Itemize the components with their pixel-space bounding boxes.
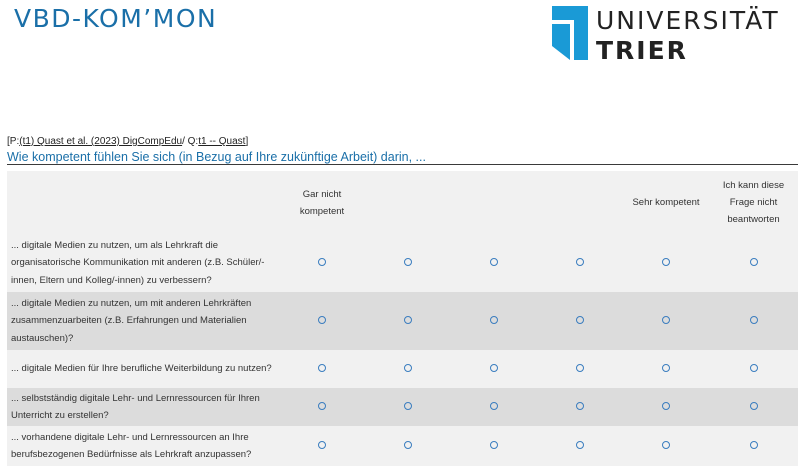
header-col-2 xyxy=(365,171,451,234)
table-row xyxy=(7,234,798,292)
header-col-3 xyxy=(451,171,537,234)
radio-button[interactable] xyxy=(318,441,326,449)
likert-matrix xyxy=(7,171,798,466)
radio-button[interactable] xyxy=(404,402,412,410)
radio-button[interactable] xyxy=(576,441,584,449)
header-empty xyxy=(7,171,279,234)
source-p-link[interactable]: (t1) Quast et al. (2023) DigCompEdu xyxy=(19,136,183,147)
source-prefix: [P: xyxy=(7,136,20,147)
logo-text-universitaet: UNIVERSITÄT xyxy=(596,6,780,35)
table-row xyxy=(7,292,798,350)
table-row xyxy=(7,426,798,466)
radio-button[interactable] xyxy=(576,402,584,410)
radio-button[interactable] xyxy=(490,316,498,324)
source-suffix: ] xyxy=(245,136,249,147)
header-col-5: Sehr kompetent xyxy=(632,197,700,208)
radio-button[interactable] xyxy=(662,316,670,324)
radio-button[interactable] xyxy=(490,402,498,410)
question-title: Wie kompetent fühlen Sie sich (in Bezug auf Ihre zukünftige Arbeit) darin, ... xyxy=(7,150,426,164)
radio-button[interactable] xyxy=(662,441,670,449)
source-middle: / Q: xyxy=(182,136,199,147)
row-label: ... digitale Medien zu nutzen, um als Lehrkraft die organisatorische Kommunikation mit anderen (z.B. Schüler/-innen, Eltern und Kolleg/-innen) zu verbessern? xyxy=(11,239,265,286)
radio-button[interactable] xyxy=(404,316,412,324)
radio-button[interactable] xyxy=(490,364,498,372)
row-label: ... digitale Medien zu nutzen, um mit anderen Lehrkräften zusammenzuarbeiten (z.B. Erfahrungen und Materialien austauschen)? xyxy=(11,297,252,344)
radio-button[interactable] xyxy=(662,258,670,266)
radio-button[interactable] xyxy=(576,316,584,324)
logo-text-trier: TRIER xyxy=(596,36,688,65)
divider xyxy=(7,164,798,165)
row-label: ... vorhandene digitale Lehr- und Lernressourcen an Ihre berufsbezogenen Bedürfnisse als Lehrkraft anzupassen? xyxy=(11,431,252,460)
radio-button[interactable] xyxy=(750,258,758,266)
table-row xyxy=(7,350,798,388)
source-q-link[interactable]: t1 -- Quast xyxy=(198,136,246,147)
radio-button[interactable] xyxy=(318,402,326,410)
radio-button[interactable] xyxy=(404,364,412,372)
radio-button[interactable] xyxy=(750,364,758,372)
radio-button[interactable] xyxy=(576,364,584,372)
header-col-6: Ich kann diese Frage nicht beantworten xyxy=(722,180,785,225)
radio-button[interactable] xyxy=(750,402,758,410)
radio-button[interactable] xyxy=(318,364,326,372)
radio-button[interactable] xyxy=(750,316,758,324)
radio-button[interactable] xyxy=(318,316,326,324)
vbd-kommon-logo: VBD-KOM’MON xyxy=(14,4,218,33)
matrix-header-row xyxy=(7,171,798,234)
radio-button[interactable] xyxy=(490,441,498,449)
header-col-4 xyxy=(537,171,623,234)
header-col-1: Gar nicht kompetent xyxy=(299,188,345,217)
radio-button[interactable] xyxy=(318,258,326,266)
radio-button[interactable] xyxy=(490,258,498,266)
source-reference xyxy=(7,136,248,147)
radio-button[interactable] xyxy=(662,364,670,372)
radio-button[interactable] xyxy=(662,402,670,410)
university-mark-icon xyxy=(552,6,588,60)
table-row xyxy=(7,388,798,426)
universitaet-trier-logo xyxy=(552,6,782,66)
radio-button[interactable] xyxy=(404,441,412,449)
row-label: ... selbstständig digitale Lehr- und Lernressourcen für Ihren Unterricht zu erstellen? xyxy=(11,392,260,421)
row-label: ... digitale Medien für Ihre berufliche Weiterbildung zu nutzen? xyxy=(11,363,272,375)
radio-button[interactable] xyxy=(404,258,412,266)
radio-button[interactable] xyxy=(576,258,584,266)
radio-button[interactable] xyxy=(750,441,758,449)
